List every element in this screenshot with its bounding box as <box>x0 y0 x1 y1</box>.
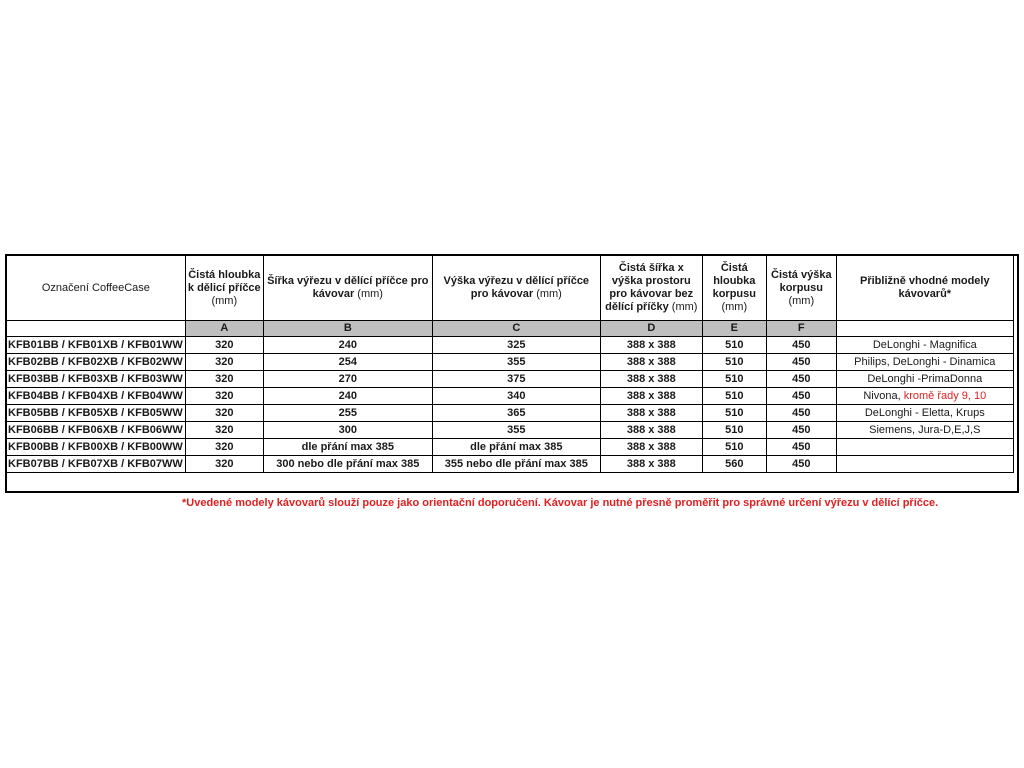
cell-c: 355 nebo dle přání max 385 <box>432 456 600 473</box>
header-row <box>7 256 1014 321</box>
cell-e: 510 <box>702 439 766 456</box>
cell-name: KFB02BB / KFB02XB / KFB02WW <box>7 354 186 371</box>
cell-e: 510 <box>702 354 766 371</box>
cell-b: 254 <box>263 354 432 371</box>
table-row <box>7 354 1014 371</box>
models-text: Siemens, Jura-D,E,J,S <box>869 423 981 436</box>
cell-a: 320 <box>185 439 263 456</box>
cell-d: 388 x 388 <box>600 456 702 473</box>
table-row <box>7 388 1014 405</box>
table-row <box>7 422 1014 439</box>
cell-d: 388 x 388 <box>600 354 702 371</box>
letter-a: A <box>185 321 263 337</box>
cell-c: 325 <box>432 337 600 354</box>
models-text: DeLonghi - Eletta, Krups <box>864 406 985 419</box>
cell-models <box>836 405 1013 422</box>
cell-b: 270 <box>263 371 432 388</box>
cell-f: 450 <box>766 405 836 422</box>
models-text: Nivona, <box>863 389 904 402</box>
cell-name: KFB07BB / KFB07XB / KFB07WW <box>7 456 186 473</box>
header-f: Čistá výška korpusu (mm) <box>766 256 836 321</box>
cell-c: 375 <box>432 371 600 388</box>
cell-e: 510 <box>702 337 766 354</box>
cell-d: 388 x 388 <box>600 405 702 422</box>
cell-models <box>836 422 1013 439</box>
letter-c: C <box>432 321 600 337</box>
cell-a: 320 <box>185 371 263 388</box>
cell-e: 510 <box>702 422 766 439</box>
models-text: DeLonghi - Magnifica <box>872 338 977 351</box>
cell-models <box>836 388 1013 405</box>
cell-d: 388 x 388 <box>600 337 702 354</box>
cell-name: KFB04BB / KFB04XB / KFB04WW <box>7 388 186 405</box>
cell-f: 450 <box>766 354 836 371</box>
cell-models <box>836 439 1013 456</box>
models-text: DeLonghi -PrimaDonna <box>867 372 983 385</box>
letter-d: D <box>600 321 702 337</box>
cell-d: 388 x 388 <box>600 422 702 439</box>
cell-f: 450 <box>766 371 836 388</box>
cell-models <box>836 354 1013 371</box>
letter-row <box>7 321 1014 337</box>
cell-e: 560 <box>702 456 766 473</box>
letter-f: F <box>766 321 836 337</box>
cell-a: 320 <box>185 388 263 405</box>
header-b: Šířka výřezu v dělící příčce pro kávovar (mm) <box>263 256 432 321</box>
cell-e: 510 <box>702 405 766 422</box>
cell-models <box>836 337 1013 354</box>
cell-b: 240 <box>263 337 432 354</box>
cell-f: 450 <box>766 337 836 354</box>
cell-a: 320 <box>185 354 263 371</box>
header-models: Přibližně vhodné modely kávovarů* <box>836 256 1013 321</box>
table-row <box>7 456 1014 473</box>
cell-models <box>836 456 1013 473</box>
models-note: kromě řady 9, 10 <box>903 389 987 402</box>
cell-a: 320 <box>185 405 263 422</box>
cell-e: 510 <box>702 371 766 388</box>
cell-c: 340 <box>432 388 600 405</box>
footnote-container <box>0 497 1024 513</box>
cell-c: 355 <box>432 354 600 371</box>
cell-c: 355 <box>432 422 600 439</box>
cell-a: 320 <box>185 337 263 354</box>
cell-f: 450 <box>766 388 836 405</box>
cell-d: 388 x 388 <box>600 439 702 456</box>
header-name: Označení CoffeeCase <box>7 256 186 321</box>
letter-models-empty <box>836 321 1013 337</box>
cell-a: 320 <box>185 456 263 473</box>
header-d: Čistá šířka x výška prostoru pro kávovar bez dělící příčky (mm) <box>600 256 702 321</box>
table-row <box>7 337 1014 354</box>
footnote: *Uvedené modely kávovarů slouží pouze jako orientační doporučení. Kávovar je nutné přesně proměřit pro správné určení výřezu v dělící příčce. <box>182 497 939 509</box>
cell-b: 300 <box>263 422 432 439</box>
cell-name: KFB01BB / KFB01XB / KFB01WW <box>7 337 186 354</box>
cell-name: KFB00BB / KFB00XB / KFB00WW <box>7 439 186 456</box>
cell-name: KFB03BB / KFB03XB / KFB03WW <box>7 371 186 388</box>
letter-empty <box>7 321 186 337</box>
cell-d: 388 x 388 <box>600 371 702 388</box>
table-row <box>7 371 1014 388</box>
cell-name: KFB06BB / KFB06XB / KFB06WW <box>7 422 186 439</box>
cell-e: 510 <box>702 388 766 405</box>
header-c: Výška výřezu v dělící příčce pro kávovar (mm) <box>432 256 600 321</box>
header-e: Čistá hloubka korpusu (mm) <box>702 256 766 321</box>
cell-a: 320 <box>185 422 263 439</box>
cell-name: KFB05BB / KFB05XB / KFB05WW <box>7 405 186 422</box>
cell-b: 240 <box>263 388 432 405</box>
letter-e: E <box>702 321 766 337</box>
spec-table <box>6 255 1014 473</box>
cell-models <box>836 371 1013 388</box>
letter-b: B <box>263 321 432 337</box>
cell-c: dle přání max 385 <box>432 439 600 456</box>
models-text: Philips, DeLonghi - Dinamica <box>854 355 996 368</box>
cell-f: 450 <box>766 456 836 473</box>
table-row <box>7 405 1014 422</box>
cell-c: 365 <box>432 405 600 422</box>
header-a: Čistá hloubka k dělicí příčce (mm) <box>185 256 263 321</box>
table-row <box>7 439 1014 456</box>
cell-b: dle přání max 385 <box>263 439 432 456</box>
cell-f: 450 <box>766 439 836 456</box>
cell-b: 255 <box>263 405 432 422</box>
cell-d: 388 x 388 <box>600 388 702 405</box>
cell-f: 450 <box>766 422 836 439</box>
cell-b: 300 nebo dle přání max 385 <box>263 456 432 473</box>
